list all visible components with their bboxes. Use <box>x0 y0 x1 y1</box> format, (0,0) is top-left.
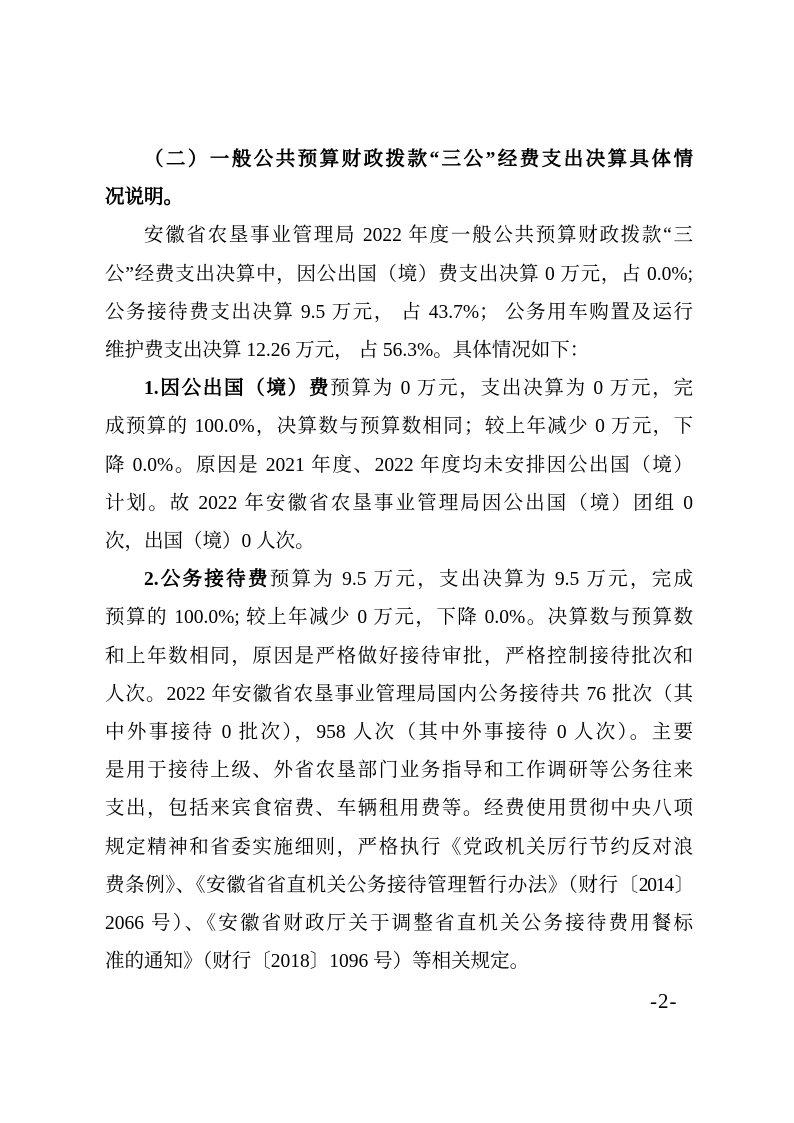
text-segment: 降 0.0%。原因是 2021 年度、2022 年度均未安排因公出国（境） <box>105 454 693 476</box>
text-segment: 支出，包括来宾食宿费、车辆租用费等。经费使用贯彻中央八项 <box>105 798 693 820</box>
text-segment: 公”经费支出决算中，因公出国（境）费支出决算 0 万元，占 0.0%; <box>105 263 693 285</box>
para-reception-expense-line <box>105 867 693 905</box>
text-segment: 公务接待费支出决算 9.5 万元， 占 43.7%； 公务用车购置及运行 <box>105 301 693 323</box>
text-segment: 和上年数相同，原因是严格做好接待审批，严格控制接待批次和 <box>105 645 693 667</box>
para-reception-expense-line <box>105 638 693 676</box>
para-reception-expense-line <box>105 790 693 828</box>
text-segment-bold: 2.公务接待费 <box>144 569 270 591</box>
para-reception-expense-line <box>105 752 693 790</box>
text-segment: 是用于接待上级、外省农垦部门业务指导和工作调研等公务往来 <box>105 760 693 782</box>
para-reception-expense-line <box>105 829 693 867</box>
text-segment: 次，出国（境）0 人次。 <box>105 531 315 553</box>
text-segment: 人次。2022 年安徽省农垦事业管理局国内公务接待共 76 批次（其 <box>105 683 693 705</box>
text-segment: 计划。故 2022 年安徽省农垦事业管理局因公出国（境）团组 0 <box>105 492 693 514</box>
para-overview-line <box>105 294 693 332</box>
para-reception-expense-line <box>105 599 693 637</box>
para-reception-expense-line <box>105 943 693 981</box>
para-abroad-expense-line <box>105 485 693 523</box>
document-body <box>105 141 693 981</box>
para-reception-expense-line <box>105 676 693 714</box>
section-heading-line <box>105 179 693 217</box>
para-abroad-expense-line <box>105 447 693 485</box>
para-reception-expense-line <box>105 561 693 599</box>
text-segment: 中外事接待 0 批次），958 人次（其中外事接待 0 人次）。主要 <box>105 722 693 744</box>
text-segment: 预算的 100.0%; 较上年减少 0 万元，下降 0.0%。决算数与预算数 <box>105 607 693 629</box>
text-segment-bold: 况说明。 <box>105 187 184 209</box>
para-overview-line <box>105 332 693 370</box>
para-reception-expense-line <box>105 714 693 752</box>
text-segment: 准的通知》（财行〔2018〕1096 号）等相关规定。 <box>105 951 530 973</box>
section-heading-line <box>105 141 693 179</box>
para-abroad-expense-line <box>105 523 693 561</box>
text-segment: 2066 号）、《安徽省财政厅关于调整省直机关公务接待费用餐标 <box>105 913 693 935</box>
text-segment: 预算为 0 万元，支出决算为 0 万元，完 <box>330 378 693 400</box>
para-overview-line <box>105 256 693 294</box>
text-segment: 维护费支出决算 12.26 万元， 占 56.3%。具体情况如下： <box>105 340 590 362</box>
text-segment: 安徽省农垦事业管理局 2022 年度一般公共预算财政拨款“三 <box>144 225 693 247</box>
text-segment: 费条例》、《安徽省省直机关公务接待管理暂行办法》（财行〔2014〕 <box>105 874 693 896</box>
text-segment: 成预算的 100.0%，决算数与预算数相同；较上年减少 0 万元，下 <box>105 416 693 438</box>
para-reception-expense-line <box>105 905 693 943</box>
text-segment-bold: 1.因公出国（境）费 <box>144 378 331 400</box>
para-overview-line <box>105 217 693 255</box>
text-segment-bold: （二）一般公共预算财政拨款“三公”经费支出决算具体情 <box>144 149 693 170</box>
text-segment: 规定精神和省委实施细则，严格执行《党政机关厉行节约反对浪 <box>105 836 693 858</box>
text-segment: 预算为 9.5 万元，支出决算为 9.5 万元，完成 <box>269 569 693 591</box>
para-abroad-expense-line <box>105 370 693 408</box>
para-abroad-expense-line <box>105 408 693 446</box>
page-number: -2- <box>650 989 678 1013</box>
